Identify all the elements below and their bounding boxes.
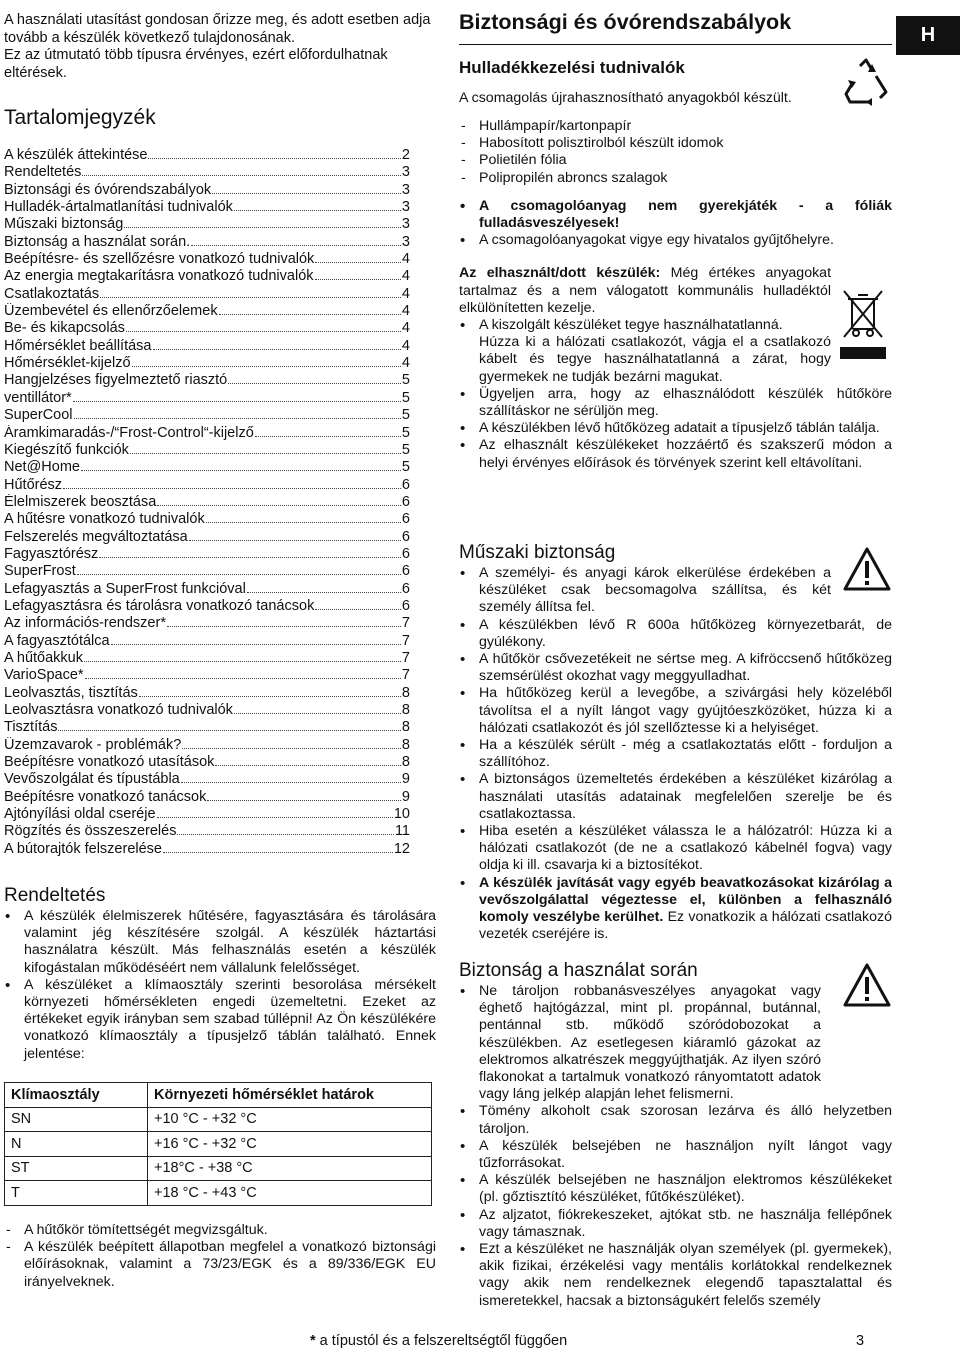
list-item: • Az aljzatot, fiókrekeszeket, ajtókat stb. ne használja fellépőnek vagy támasznak. (459, 1207, 892, 1241)
list-item-text: A kiszolgált készüléket tegye használhatatlanná. (479, 317, 783, 334)
toc-entry-page: 8 (401, 754, 410, 771)
toc-entry-title: Hőmérséklet beállítása (4, 337, 152, 354)
list-item (459, 875, 892, 944)
toc-dot-leader (182, 748, 401, 749)
toc-dot-leader (74, 418, 401, 419)
toc-dot-leader (247, 592, 401, 593)
toc-entry-title: Biztonsági és óvórendszabályok (4, 181, 212, 198)
toc-entry-title: Üzemzavarok - problémák? (4, 736, 182, 753)
section-title: Műszaki biztonság (459, 542, 616, 563)
toc-entry-page: 6 (401, 563, 410, 580)
toc-entry-page: 5 (401, 459, 410, 476)
toc-entry-title: Hűtőrész (4, 476, 63, 493)
table-cell: ST (5, 1156, 148, 1181)
toc-entry (4, 234, 410, 251)
list-item: • A készülék belsejében ne használjon nyílt lángot vagy tűzforrásokat. (459, 1138, 892, 1172)
toc-entry (4, 702, 410, 719)
climate-class-table (4, 1082, 432, 1206)
toc-dot-leader (207, 800, 401, 801)
toc-entry (4, 268, 410, 285)
toc-dot-leader (157, 505, 401, 506)
list-item: • A készüléket a klímaosztály szerinti besorolása mérsékelt környezeti hőmérsékleten engedi üzemeltetni. Ezeket az értékeket egyik irányban sem szabad túllépni! Az Ön készülékére vonatkozó klímaosztály a típusjelző táblán található. Ennek jelentése: (4, 977, 436, 1063)
toc-entry (4, 164, 410, 181)
toc-dot-leader (315, 609, 401, 610)
toc-entry (4, 286, 410, 303)
table-cell: +10 °C - +32 °C (148, 1107, 432, 1132)
intro-text-2: Ez az útmutató több típusra érvényes, ezért előfordulhatnak eltérések. (4, 47, 388, 81)
toc-entry-title: Ajtónyílási oldal cseréje (4, 806, 156, 823)
table-cell: +18°C - +38 °C (148, 1156, 432, 1181)
table-of-contents (4, 147, 410, 858)
toc-entry (4, 494, 410, 511)
list-item: • Ha hűtőközeg kerül a levegőbe, a szivárgási hely közeléből távolítsa el a nyílt lángot vagy gyújtóeszközöket, húzza ki a hálózati csatlakozót és jól szellőztesse ki a helyiséget. (459, 685, 892, 737)
toc-entry-title: Net@Home (4, 459, 80, 476)
toc-entry-title: Leolvasztásra vonatkozó tudnivalók (4, 702, 233, 718)
list-item: - Polietilén fólia (459, 152, 892, 169)
toc-dot-leader (255, 436, 401, 437)
list-item: - Habosított polisztirolból készült idomok (459, 135, 892, 152)
toc-dot-leader (167, 626, 401, 627)
toc-entry-title: A fagyasztótálca (4, 632, 110, 649)
section-title: Rendeltetés (4, 885, 106, 906)
list-item: • A személyi- és anyagi károk elkerülése érdekében a készüléket csak becsomagolva szállítsa, és két személy állítsa fel. (459, 565, 831, 617)
toc-dot-leader (99, 557, 401, 558)
toc-entry-page: 4 (401, 285, 410, 302)
toc-dot-leader (77, 574, 401, 575)
toc-entry (4, 667, 410, 684)
list-item: • A hűtőkör csővezetékeit ne sértse meg. A kifröccsenő hűtőközeg szemsérülést okozhat vagy meggyulladhat. (459, 651, 892, 685)
toc-dot-leader (189, 540, 401, 541)
toc-entry-page: 3 (401, 199, 410, 216)
toc-entry-title: Hangjelzéses figyelmeztető riasztó (4, 372, 228, 389)
list-item: • A készülék élelmiszerek hűtésére, fagyasztására és tárolására valamint jég készítésére szolgál. A készülék háztartási használatra készült. Más felhasználás esetén a készülék kifogástalan működéséért nem vállalunk felelősséget. (4, 908, 436, 977)
list-item: - Hullámpapír/kartonpapír (459, 118, 892, 135)
toc-entry (4, 685, 410, 702)
toc-entry (4, 529, 410, 546)
toc-entry-page: 3 (401, 216, 410, 233)
toc-entry-title: Az energia megtakarításra vonatkozó tudnivalók (4, 268, 314, 285)
toc-entry (4, 737, 410, 754)
toc-dot-leader (153, 349, 401, 350)
section-title: Biztonság a használat során (459, 960, 698, 981)
toc-entry-page: 8 (401, 736, 410, 753)
toc-entry-title: Kiegészítő funkciók (4, 441, 129, 458)
table-cell: T (5, 1181, 148, 1206)
toc-entry-page: 3 (401, 181, 410, 198)
toc-entry (4, 789, 410, 806)
toc-dot-leader (84, 661, 401, 662)
toc-entry-title: Tisztítás (4, 719, 58, 736)
toc-dot-leader (130, 453, 401, 454)
toc-entry-page: 4 (401, 320, 410, 337)
table-row (5, 1132, 432, 1157)
list-item (459, 317, 831, 386)
toc-entry-title: Üzembevétel és ellenőrzőelemek (4, 303, 218, 320)
list-item: • Az elhasznált készülékeket hozzáértő és szakszerű módon a helyi érvényes előírások és törvények szerint kell eltávolítani. (459, 437, 892, 471)
toc-dot-leader (126, 331, 401, 332)
toc-entry-title: A hűtőakkuk (4, 649, 83, 666)
toc-entry (4, 581, 410, 598)
list-item: - Polipropilén abroncs szalagok (459, 170, 892, 187)
toc-entry-title: Felszerelés megváltoztatása (4, 528, 188, 545)
toc-entry (4, 806, 410, 823)
toc-dot-leader (85, 678, 401, 679)
toc-entry-page: 10 (393, 806, 410, 823)
table-cell: +16 °C - +32 °C (148, 1132, 432, 1157)
toc-entry (4, 147, 410, 164)
toc-entry-page: 4 (401, 337, 410, 354)
list-item-bold: A készülék javítását vagy egyéb beavatkozásokat kizárólag a vevőszolgálattal végeztesse el, különben a felhasználó komoly veszélybe kerülhet. (479, 874, 892, 926)
section-muszaki (459, 542, 892, 943)
toc-entry-title: Be- és kikapcsolás (4, 320, 125, 337)
toc-dot-leader (234, 713, 401, 714)
toc-entry (4, 771, 410, 788)
toc-entry-page: 12 (393, 840, 410, 857)
toc-entry-title: Biztonság a használat során. (4, 233, 191, 250)
toc-entry-page: 9 (401, 771, 410, 788)
warning-icon (842, 546, 892, 592)
toc-entry-title: ventillátor* (4, 389, 72, 406)
toc-entry (4, 511, 410, 528)
page-number: 3 (856, 1333, 865, 1349)
toc-entry (4, 754, 410, 771)
footnote (310, 1333, 567, 1349)
table-header: Klímaosztály (5, 1083, 148, 1108)
table-cell: +18 °C - +43 °C (148, 1181, 432, 1206)
table-row (5, 1156, 432, 1181)
toc-dot-leader (181, 782, 401, 783)
table-header: Környezeti hőmérséklet határok (148, 1083, 432, 1108)
list-item: • Ha a készülék sérült - még a csatlakoztatás előtt - forduljon a szállítóhoz. (459, 737, 892, 771)
toc-entry-page: 5 (401, 407, 410, 424)
toc-entry (4, 407, 410, 424)
intro-text-1: A használati utasítást gondosan őrizze meg, és adott esetben adja tovább a készülék következő tulajdonosának. (4, 12, 431, 46)
intro (4, 12, 436, 82)
toc-entry-title: Beépítésre vonatkozó tanácsok (4, 788, 207, 805)
old-appliance-text: Még értékes anyagokat tartalmaz és a nem válogatott kommunális hulladéktól elkülönítetten kezelje. (459, 265, 832, 316)
toc-entry (4, 425, 410, 442)
toc-dot-leader (177, 834, 393, 835)
recycle-icon (842, 58, 892, 106)
toc-dot-leader (73, 401, 401, 402)
toc-entry (4, 546, 410, 563)
toc-entry-page: 8 (401, 702, 410, 718)
toc-dot-leader (82, 175, 401, 176)
toc-entry-title: A hűtésre vonatkozó tudnivalók (4, 511, 205, 528)
toc-entry-page: 6 (401, 476, 410, 493)
table-cell: SN (5, 1107, 148, 1132)
list-item (459, 983, 892, 1103)
test-notes (4, 1222, 436, 1291)
toc-entry (4, 598, 410, 615)
toc-entry-page: 6 (401, 580, 410, 597)
toc-entry-page: 3 (401, 233, 410, 250)
toc-dot-leader (157, 817, 393, 818)
old-appliance-paragraph (459, 265, 831, 317)
footnote-text: a típustól és a felszereltségtől függően (315, 1333, 568, 1349)
toc-dot-leader (63, 488, 401, 489)
toc-entry (4, 372, 410, 389)
toc-entry-page: 5 (401, 424, 410, 441)
toc-entry-title: Beépítésre vonatkozó utasítások (4, 754, 215, 771)
toc-entry (4, 841, 410, 858)
toc-entry (4, 442, 410, 459)
toc-entry-page: 3 (401, 164, 410, 181)
list-item: • A biztonságos üzemeltetés érdekében a készüléket kizárólag a használati utasítás adatainak megfelelően szerelje be és csatlakoztassa. (459, 771, 892, 823)
toc-entry (4, 355, 410, 372)
toc-entry-page: 7 (401, 649, 410, 666)
toc-entry-page: 7 (401, 615, 410, 632)
toc-entry-page: 6 (401, 511, 410, 528)
crossed-bin-icon (838, 285, 888, 365)
toc-entry (4, 216, 410, 233)
table-row (5, 1181, 432, 1206)
section-biztonsag (459, 960, 892, 1310)
toc-entry-title: Lefagyasztás a SuperFrost funkcióval (4, 580, 246, 597)
toc-entry (4, 459, 410, 476)
list-item: • Hiba esetén a készüléket válassza le a hálózatról: Húzza ki a hálózati csatlakozót (de ne a csatlakozó kábelnél fogva) vagy oldja ki ill. csavarja ki a biztosítékot. (459, 823, 892, 875)
toc-entry-title: SuperCool (4, 407, 73, 424)
toc-entry-title: A készülék áttekintése (4, 147, 148, 163)
section-rendeltetes (4, 885, 436, 1063)
list-item: • A csomagolóanyag nem gyerekjáték - a fóliák fulladásveszélyesek! (459, 198, 892, 232)
toc-entry (4, 719, 410, 736)
toc-dot-leader (148, 158, 400, 159)
toc-entry (4, 303, 410, 320)
section-hulladek (459, 58, 892, 472)
list-item: - A készülék beépített állapotban megfelel a vonatkozó biztonsági előírásoknak, valamint a 73/23/EGK és a 89/336/EGK EU irányelveknek. (4, 1239, 436, 1291)
toc-dot-leader (191, 245, 401, 246)
toc-entry (4, 320, 410, 337)
toc-entry-title: Vevőszolgálat és típustábla (4, 771, 180, 788)
toc-entry-title: Leolvasztás, tisztítás (4, 684, 138, 701)
list-item: • Tömény alkoholt csak szorosan lezárva és álló helyzetben tároljon. (459, 1103, 892, 1137)
toc-entry-title: A bútorajtók felszerelése (4, 840, 162, 857)
toc-entry-page: 4 (401, 268, 410, 285)
toc-dot-leader (139, 696, 401, 697)
toc-entry (4, 182, 410, 199)
table-cell: N (5, 1132, 148, 1157)
toc-entry-page: 5 (401, 389, 410, 406)
toc-dot-leader (100, 297, 401, 298)
toc-entry-page: 6 (401, 493, 410, 510)
toc-entry-title: Élelmiszerek beosztása (4, 493, 157, 510)
toc-entry-page: 7 (401, 632, 410, 649)
list-item: • Ezt a készüléket ne használják olyan személyek (pl. gyermekek), akik fizikai, érzékelési vagy mentális korlátokkal rendelkeznek vagy akik nem rendelkeznek elegendő tapasztalattal és ismeretekkel, hacsak a biztonságukért felelős személy (459, 1241, 892, 1310)
toc-dot-leader (212, 193, 401, 194)
language-tab: H (896, 16, 960, 55)
toc-entry-page: 4 (401, 303, 410, 320)
toc-entry (4, 615, 410, 632)
toc-entry (4, 633, 410, 650)
toc-entry-title: Műszaki biztonság (4, 216, 124, 233)
toc-entry (4, 563, 410, 580)
toc-entry-page: 9 (401, 788, 410, 805)
toc-dot-leader (228, 383, 401, 384)
toc-entry-page: 7 (401, 667, 410, 684)
page-title: Biztonsági és óvórendszabályok (459, 10, 792, 34)
toc-entry (4, 390, 410, 407)
packaging-intro: A csomagolás újrahasznosítható anyagokból készült. (459, 90, 792, 106)
toc-entry (4, 338, 410, 355)
title-divider (459, 44, 892, 45)
toc-dot-leader (132, 366, 401, 367)
toc-entry-title: Hőmérséklet-kijelző (4, 355, 131, 372)
toc-entry (4, 650, 410, 667)
toc-dot-leader (163, 852, 393, 853)
toc-entry-page: 6 (401, 528, 410, 545)
toc-entry-title: Rendeltetés (4, 164, 82, 181)
list-item: • A csomagolóanyagokat vigye egy hivatalos gyűjtőhelyre. (459, 232, 892, 249)
toc-entry-page: 2 (401, 147, 410, 163)
toc-dot-leader (234, 210, 401, 211)
toc-entry (4, 477, 410, 494)
toc-entry-title: Lefagyasztásra és tárolásra vonatkozó tanácsok (4, 597, 315, 614)
table-row (5, 1083, 432, 1108)
list-item: • A készülék belsejében ne használjon elektromos készülékeket (pl. gőztisztító készüléket, fűtőkészüléket). (459, 1172, 892, 1206)
section-title: Hulladékkezelési tudnivalók (459, 58, 685, 77)
toc-entry-title: Beépítésre- és szellőzésre vonatkozó tudnivalók (4, 251, 315, 268)
toc-entry-page: 6 (401, 597, 410, 614)
toc-dot-leader (206, 522, 401, 523)
toc-dot-leader (315, 279, 401, 280)
toc-entry-title: Hulladék-ártalmatlanítási tudnivalók (4, 199, 233, 216)
toc-entry-page: 6 (401, 545, 410, 562)
list-item: • A készülékben lévő hűtőközeg adatait a típusjelző táblán találja. (459, 420, 892, 437)
toc-dot-leader (215, 765, 401, 766)
toc-entry-page: 8 (401, 719, 410, 736)
list-item: - A hűtőkör tömítettségét megvizsgáltuk. (4, 1222, 436, 1239)
toc-dot-leader (81, 470, 401, 471)
toc-entry-title: Áramkimaradás-/“Frost-Control“-kijelző (4, 424, 254, 441)
toc-entry-page: 4 (401, 355, 410, 372)
toc-entry (4, 199, 410, 216)
warning-icon (842, 962, 892, 1008)
toc-dot-leader (111, 644, 401, 645)
toc-entry-page: 5 (401, 372, 410, 389)
toc-entry-title: Csatlakoztatás (4, 285, 100, 302)
toc-title: Tartalomjegyzék (4, 106, 156, 129)
toc-entry-page: 8 (401, 684, 410, 701)
toc-dot-leader (58, 730, 400, 731)
toc-dot-leader (124, 227, 401, 228)
toc-entry-page: 4 (401, 251, 410, 268)
toc-entry-title: Fagyasztórész (4, 545, 99, 562)
toc-dot-leader (219, 314, 401, 315)
toc-entry-page: 5 (401, 441, 410, 458)
list-item-text: Húzza ki a hálózati csatlakozót, vágja el a csatlakozó kábelt és tegye használhatatlanná a zárat, hogy gyermekek ne tudják bezárni magukat. (479, 334, 831, 385)
list-item: • Ügyeljen arra, hogy az elhasználódott készülék hűtőköre szállításkor ne sérüljön meg. (459, 386, 892, 420)
toc-entry-title: Rögzítés és összeszerelés (4, 823, 177, 840)
table-row (5, 1107, 432, 1132)
list-item: • A készülékben lévő R 600a hűtőközeg környezetbarát, de gyúlékony. (459, 617, 892, 651)
list-item-text: • Ne tároljon robbanásveszélyes anyagokat vagy éghető hajtógázzal, mint pl. propánnal, butánnal, pentánnal stb. működő szóródobozokat a készülékben. Az esetlegesen kiáramló gázokat az elektromos alkatrészek meggyújthatják. Az ilyen szóró flakonokat a tartalmuk vonatkozó rányomtatott adatok vagy láng jelkép alapján lehet felismerni. (479, 983, 821, 1103)
toc-entry (4, 251, 410, 268)
toc-entry-title: SuperFrost (4, 563, 76, 580)
toc-entry-title: VarioSpace* (4, 667, 84, 684)
list-item-text: Ez vonatkozik a hálózati csatlakozó vezeték cseréjére is. (479, 909, 892, 943)
footnote-star: * (310, 1333, 316, 1349)
toc-entry-page: 11 (394, 823, 410, 840)
old-appliance-label: Az elhasznált/dott készülék: (459, 265, 661, 282)
toc-dot-leader (315, 262, 401, 263)
toc-entry-title: Az információs-rendszer* (4, 615, 166, 632)
toc-entry (4, 823, 410, 840)
